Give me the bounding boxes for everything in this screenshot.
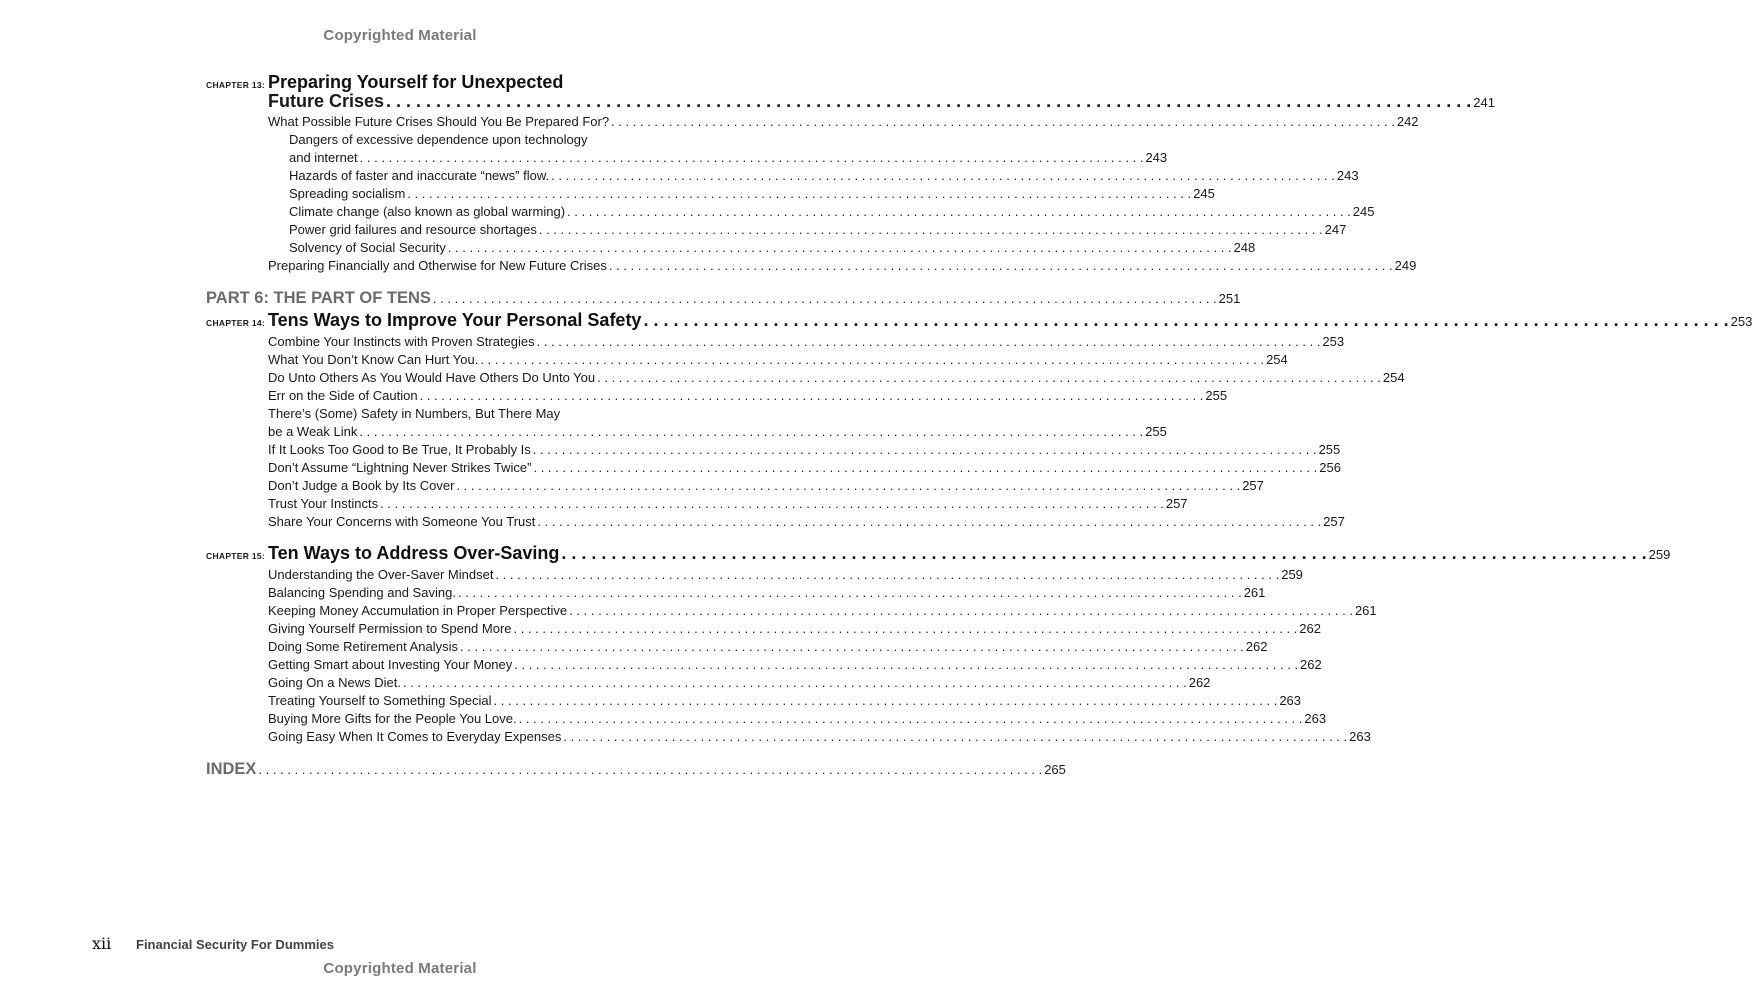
leader-dots <box>563 728 1347 746</box>
entry-label: Balancing Spending and Saving. <box>268 585 456 600</box>
chapter-tag: CHAPTER 15: <box>206 551 266 561</box>
leader-dots <box>407 185 1191 203</box>
chapter-tag: CHAPTER 14: <box>206 318 266 328</box>
toc-entry[interactable] <box>268 710 1327 728</box>
page-number: 262 <box>1300 657 1322 672</box>
part-6 <box>206 289 1241 308</box>
page-number: 245 <box>1352 204 1375 219</box>
index-title: INDEX <box>206 760 257 778</box>
toc-entry[interactable] <box>289 239 1256 257</box>
running-title: Financial Security For Dummies <box>136 937 334 952</box>
toc-entry[interactable] <box>268 441 1341 459</box>
toc-entry[interactable] <box>289 221 1347 239</box>
entry-label: Solvency of Social Security <box>289 240 446 255</box>
leader-dots <box>597 369 1381 387</box>
toc-entry[interactable] <box>268 351 1288 369</box>
toc-entry[interactable] <box>268 638 1268 656</box>
leader-dots <box>403 674 1187 692</box>
page-number: 257 <box>1242 478 1264 493</box>
index-section <box>206 760 1066 779</box>
toc-entry[interactable] <box>268 387 1228 405</box>
toc-entry[interactable] <box>268 369 1405 387</box>
page-number: 261 <box>1243 585 1266 600</box>
toc-entry[interactable] <box>268 513 1345 531</box>
entry-label: Don’t Judge a Book by Its Cover <box>268 478 455 493</box>
toc-entry-index[interactable] <box>206 760 1066 779</box>
entry-label: Err on the Side of Caution <box>268 388 418 403</box>
leader-dots <box>609 257 1393 275</box>
page-footer <box>92 934 334 953</box>
toc-entry[interactable] <box>289 149 1168 167</box>
entry-label-line1: Dangers of excessive dependence upon technology <box>289 132 588 147</box>
toc-entry[interactable] <box>268 495 1188 513</box>
table-of-contents <box>206 72 1752 779</box>
page-number: 254 <box>1382 370 1405 385</box>
leader-dots <box>561 543 1646 564</box>
chapter-title-line2: Future Crises <box>268 91 385 111</box>
entry-label: Combine Your Instincts with Proven Strategies <box>268 334 535 349</box>
entry-label: and internet <box>289 150 358 165</box>
page-number: 255 <box>1145 424 1167 439</box>
leader-dots <box>380 495 1164 513</box>
leader-dots <box>258 762 1042 777</box>
page-number: 263 <box>1349 729 1371 744</box>
entry-label: Spreading socialism <box>289 186 406 201</box>
entry-label: Climate change (also known as global warming) <box>289 204 566 219</box>
chapter-13 <box>206 72 1495 275</box>
leader-dots <box>514 656 1298 674</box>
toc-entry-part-6[interactable] <box>206 289 1241 308</box>
entry-label: Power grid failures and resource shortages <box>289 222 537 237</box>
copyright-watermark-top: Copyrighted Material <box>323 27 477 44</box>
page-number: 243 <box>1145 150 1168 165</box>
page-number: 251 <box>1218 291 1241 306</box>
toc-entry[interactable] <box>268 113 1419 131</box>
entry-label: Doing Some Retirement Analysis <box>268 639 459 654</box>
leader-dots <box>533 441 1317 459</box>
entry-label: Trust Your Instincts <box>268 496 379 511</box>
entry-label: Do Unto Others As You Would Have Others Do Unto You <box>268 370 596 385</box>
leader-dots <box>448 239 1232 257</box>
leader-dots <box>551 167 1335 185</box>
page-number: 262 <box>1245 639 1268 654</box>
entry-label: Preparing Financially and Otherwise for New Future Crises <box>268 258 607 273</box>
page-folio: xii <box>92 934 112 953</box>
chapter-title: Tens Ways to Improve Your Personal Safety <box>268 310 642 330</box>
leader-dots <box>537 513 1321 531</box>
entry-label: Getting Smart about Investing Your Money <box>268 657 513 672</box>
toc-entry[interactable] <box>268 656 1322 674</box>
leader-dots <box>386 91 1471 112</box>
toc-entry[interactable] <box>268 477 1264 495</box>
page-number: 241 <box>1473 95 1495 110</box>
toc-entry[interactable] <box>289 185 1215 203</box>
page-number: 263 <box>1279 693 1302 708</box>
page-number: 248 <box>1233 240 1256 255</box>
entry-label: Treating Yourself to Something Special <box>268 693 492 708</box>
toc-entry[interactable] <box>268 566 1303 584</box>
toc-entry-chapter-14[interactable] <box>268 310 1752 331</box>
toc-entry[interactable] <box>268 728 1371 746</box>
toc-entry[interactable] <box>268 602 1377 620</box>
page-number: 259 <box>1281 567 1303 582</box>
entry-label: Don’t Assume “Lightning Never Strikes Twice” <box>268 460 532 475</box>
toc-entry[interactable] <box>268 333 1345 351</box>
entry-label: Giving Yourself Permission to Spend More <box>268 621 512 636</box>
page-number: 245 <box>1193 186 1215 201</box>
leader-dots <box>433 291 1217 306</box>
leader-dots <box>567 203 1351 221</box>
leader-dots <box>514 620 1298 638</box>
page-number: 262 <box>1299 621 1321 636</box>
page-number: 255 <box>1205 388 1228 403</box>
page-number: 265 <box>1044 762 1066 777</box>
toc-entry[interactable] <box>268 459 1341 477</box>
toc-entry-chapter-15[interactable] <box>268 543 1670 564</box>
entry-label: Going Easy When It Comes to Everyday Expenses <box>268 729 562 744</box>
leader-dots <box>569 602 1353 620</box>
copyright-watermark-bottom: Copyrighted Material <box>323 960 477 977</box>
toc-entry-chapter-13[interactable] <box>268 91 1495 112</box>
leader-dots <box>643 310 1728 331</box>
entry-label-line1: There’s (Some) Safety in Numbers, But There May <box>268 406 561 421</box>
page-number: 254 <box>1266 352 1288 367</box>
leader-dots <box>458 584 1242 602</box>
page-number: 257 <box>1323 514 1345 529</box>
leader-dots <box>519 710 1303 728</box>
page-number: 242 <box>1396 114 1419 129</box>
leader-dots <box>533 459 1317 477</box>
leader-dots <box>539 221 1323 239</box>
part-title: PART 6: THE PART OF TENS <box>206 289 431 307</box>
leader-dots <box>456 477 1240 495</box>
toc-entry[interactable] <box>268 584 1266 602</box>
entry-label: Keeping Money Accumulation in Proper Perspective <box>268 603 568 618</box>
page-number: 259 <box>1648 547 1671 562</box>
chapter-tag: CHAPTER 13: <box>206 80 266 90</box>
page-number: 243 <box>1336 168 1359 183</box>
entry-label: be a Weak Link <box>268 424 358 439</box>
page-number: 257 <box>1165 496 1188 511</box>
chapter-15 <box>206 543 1671 746</box>
entry-label: If It Looks Too Good to Be True, It Probably Is <box>268 442 531 457</box>
toc-entry[interactable] <box>268 257 1417 275</box>
page-number: 247 <box>1324 222 1347 237</box>
chapter-title: Ten Ways to Address Over-Saving <box>268 543 560 563</box>
leader-dots <box>537 333 1321 351</box>
page-number: 263 <box>1304 711 1327 726</box>
page-number: 249 <box>1394 258 1417 273</box>
leader-dots <box>480 351 1264 369</box>
leader-dots <box>360 149 1144 167</box>
page-number: 256 <box>1319 460 1341 475</box>
chapter-title-line1: Preparing Yourself for Unexpected <box>268 72 564 92</box>
entry-label: Going On a News Diet. <box>268 675 401 690</box>
entry-label: Understanding the Over-Saver Mindset <box>268 567 494 582</box>
toc-entry[interactable] <box>289 167 1359 185</box>
leader-dots <box>611 113 1395 131</box>
entry-label: What You Don’t Know Can Hurt You. <box>268 352 479 367</box>
leader-dots <box>359 423 1143 441</box>
page-number: 253 <box>1322 334 1345 349</box>
entry-label: Buying More Gifts for the People You Love. <box>268 711 517 726</box>
leader-dots <box>460 638 1244 656</box>
entry-label: Share Your Concerns with Someone You Trust <box>268 514 536 529</box>
leader-dots <box>420 387 1204 405</box>
toc-entry[interactable] <box>289 203 1375 221</box>
page-number: 262 <box>1188 675 1211 690</box>
page-number: 255 <box>1318 442 1341 457</box>
toc-entry[interactable] <box>268 423 1167 441</box>
page-number: 261 <box>1354 603 1377 618</box>
toc-entry[interactable] <box>268 674 1211 692</box>
toc-entry[interactable] <box>268 620 1321 638</box>
leader-dots <box>495 566 1279 584</box>
entry-label: What Possible Future Crises Should You Be Prepared For? <box>268 114 610 129</box>
entry-label: Hazards of faster and inaccurate “news” flow. <box>289 168 550 183</box>
leader-dots <box>494 692 1278 710</box>
toc-entry[interactable] <box>268 692 1302 710</box>
page-number: 253 <box>1730 314 1752 329</box>
chapter-14 <box>206 310 1752 531</box>
